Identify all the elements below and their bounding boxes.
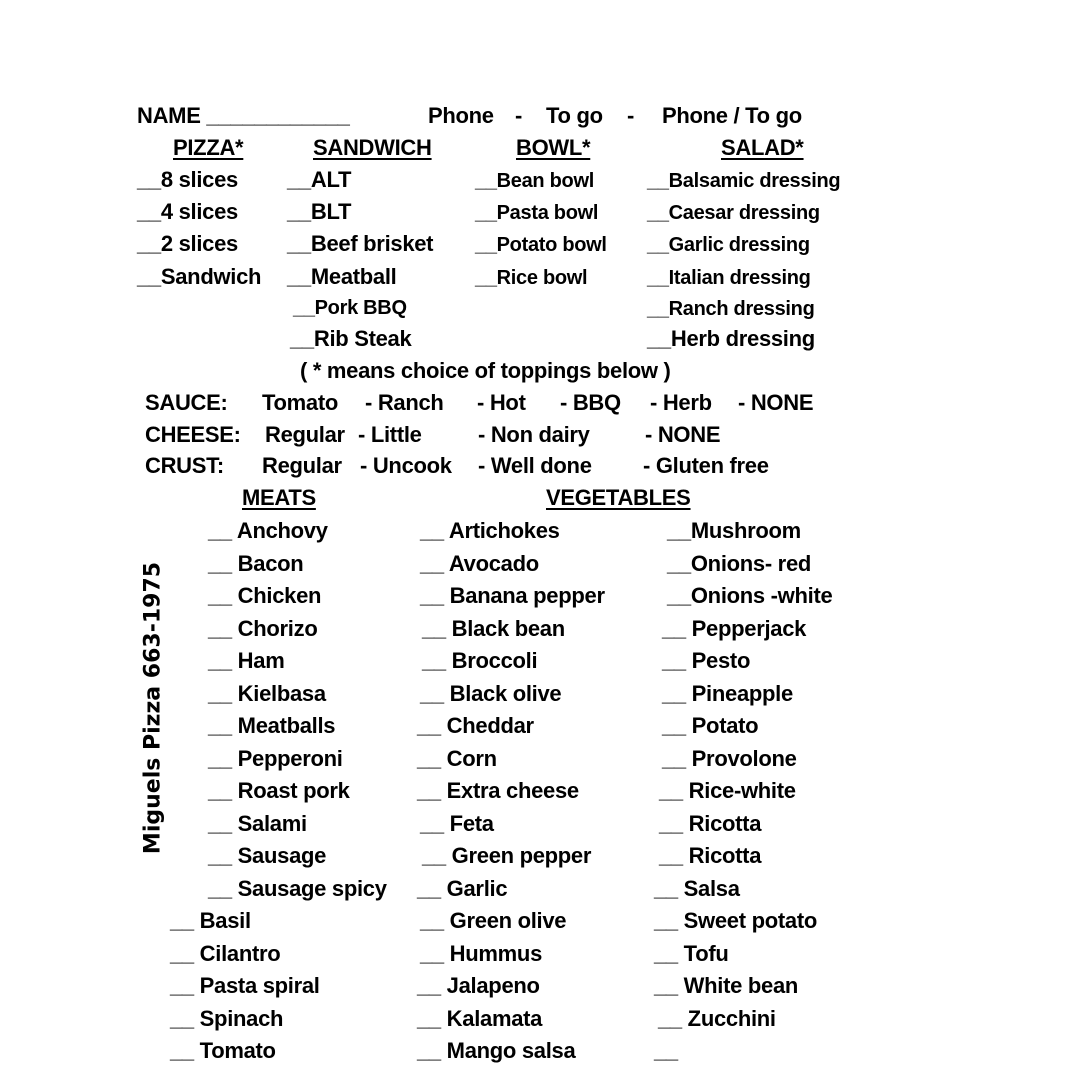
topping-item: __ Hummus xyxy=(420,941,543,966)
topping-item: __ Salsa xyxy=(654,876,740,901)
pizza-heading: PIZZA* xyxy=(173,135,244,160)
bowl-option: __Bean bowl xyxy=(475,170,594,192)
salad-option: __Caesar dressing xyxy=(647,202,820,224)
topping-item: __ Cilantro xyxy=(170,941,281,966)
topping-item: __ Ham xyxy=(208,648,285,673)
topping-item: __ Provolone xyxy=(662,746,797,771)
sandwich-option: __BLT xyxy=(287,199,352,224)
pizza-option: __Sandwich xyxy=(137,264,262,289)
salad-option: __Balsamic dressing xyxy=(647,170,841,192)
order-type-phone-togo: Phone / To go xyxy=(662,103,802,128)
topping-item: __ Rice-white xyxy=(659,778,796,803)
sauce-option: - BBQ xyxy=(560,390,621,415)
topping-item: __ Green olive xyxy=(420,908,567,933)
salad-option: __Garlic dressing xyxy=(647,234,810,256)
sandwich-option: __Pork BBQ xyxy=(293,297,407,319)
topping-item: __ Black olive xyxy=(420,681,562,706)
bowl-option: __Pasta bowl xyxy=(475,202,599,224)
topping-item: __ White bean xyxy=(654,973,799,998)
sauce-option: - Ranch xyxy=(365,390,444,415)
topping-item: __ Garlic xyxy=(417,876,508,901)
topping-item: __ Cheddar xyxy=(417,713,534,738)
topping-item: __ Pepperoni xyxy=(208,746,343,771)
topping-item: __ Extra cheese xyxy=(417,778,579,803)
sandwich-option: __Rib Steak xyxy=(290,326,412,351)
topping-item: __ Ricotta xyxy=(659,843,762,868)
topping-item: __ Banana pepper xyxy=(420,583,605,608)
crust-option: - Well done xyxy=(478,453,592,478)
salad-option: __Ranch dressing xyxy=(647,298,815,320)
salad-option: __Herb dressing xyxy=(647,326,815,351)
topping-item: __ Ricotta xyxy=(659,811,762,836)
topping-item: __ Green pepper xyxy=(422,843,592,868)
separator: - xyxy=(515,103,523,128)
cheese-option: - NONE xyxy=(645,422,721,447)
topping-item: __ Bacon xyxy=(208,551,304,576)
pizza-option: __2 slices xyxy=(137,231,238,256)
topping-item: __ Sausage xyxy=(208,843,327,868)
pizza-option: __8 slices xyxy=(137,167,238,192)
topping-item: __ Pepperjack xyxy=(662,616,807,641)
topping-item: __ Kalamata xyxy=(417,1006,543,1031)
crust-option: Regular xyxy=(262,453,342,478)
order-type-phone: Phone xyxy=(428,103,494,128)
topping-item: __ Basil xyxy=(170,908,251,933)
topping-item: __ Black bean xyxy=(422,616,565,641)
toppings-note: ( * means choice of toppings below ) xyxy=(300,358,671,383)
topping-item: __ xyxy=(654,1038,678,1063)
sauce-label: SAUCE: xyxy=(145,390,228,415)
side-phone-label: Miguels Pizza 663-1975 xyxy=(140,561,166,855)
topping-item: __ Chicken xyxy=(208,583,322,608)
topping-item: __ Sweet potato xyxy=(654,908,817,933)
topping-item: __ Zucchini xyxy=(658,1006,776,1031)
topping-item: __ Artichokes xyxy=(420,518,560,543)
topping-item: __ Pesto xyxy=(662,648,751,673)
cheese-option: - Little xyxy=(358,422,422,447)
topping-item: __ Avocado xyxy=(420,551,539,576)
sandwich-option: __Beef brisket xyxy=(287,231,434,256)
order-type-togo: To go xyxy=(546,103,603,128)
sandwich-option: __Meatball xyxy=(287,264,397,289)
bowl-heading: BOWL* xyxy=(516,135,591,160)
vegetables-heading: VEGETABLES xyxy=(546,485,691,510)
topping-item: __ Tomato xyxy=(170,1038,276,1063)
topping-item: __ Tofu xyxy=(654,941,729,966)
topping-item: __ Anchovy xyxy=(208,518,328,543)
topping-item: __ Kielbasa xyxy=(208,681,326,706)
topping-item: __ Roast pork xyxy=(208,778,350,803)
topping-item: __Onions- red xyxy=(667,551,812,576)
sauce-option: - Herb xyxy=(650,390,712,415)
crust-option: - Uncook xyxy=(360,453,452,478)
topping-item: __ Chorizo xyxy=(208,616,318,641)
topping-item: __ Broccoli xyxy=(422,648,538,673)
topping-item: __ Corn xyxy=(417,746,497,771)
bowl-option: __Rice bowl xyxy=(475,267,588,289)
sauce-option: Tomato xyxy=(262,390,339,415)
name-field-label: NAME ____________ xyxy=(137,103,350,128)
cheese-option: - Non dairy xyxy=(478,422,590,447)
salad-heading: SALAD* xyxy=(721,135,804,160)
sandwich-option: __ALT xyxy=(287,167,352,192)
pizza-option: __4 slices xyxy=(137,199,238,224)
sauce-option: - NONE xyxy=(738,390,814,415)
topping-item: __ Potato xyxy=(662,713,759,738)
topping-item: __ Feta xyxy=(420,811,494,836)
topping-item: __ Jalapeno xyxy=(417,973,540,998)
crust-label: CRUST: xyxy=(145,453,224,478)
salad-option: __Italian dressing xyxy=(647,267,811,289)
meats-heading: MEATS xyxy=(242,485,316,510)
topping-item: __ Meatballs xyxy=(208,713,336,738)
bowl-option: __Potato bowl xyxy=(475,234,607,256)
topping-item: __ Mango salsa xyxy=(417,1038,576,1063)
separator: - xyxy=(627,103,635,128)
topping-item: __ Sausage spicy xyxy=(208,876,387,901)
crust-option: - Gluten free xyxy=(643,453,769,478)
topping-item: __Mushroom xyxy=(667,518,801,543)
cheese-option: Regular xyxy=(265,422,345,447)
topping-item: __Onions -white xyxy=(667,583,833,608)
topping-item: __ Pasta spiral xyxy=(170,973,320,998)
cheese-label: CHEESE: xyxy=(145,422,241,447)
topping-item: __ Salami xyxy=(208,811,307,836)
topping-item: __ Spinach xyxy=(170,1006,284,1031)
topping-item: __ Pineapple xyxy=(662,681,793,706)
sauce-option: - Hot xyxy=(477,390,526,415)
sandwich-heading: SANDWICH xyxy=(313,135,432,160)
